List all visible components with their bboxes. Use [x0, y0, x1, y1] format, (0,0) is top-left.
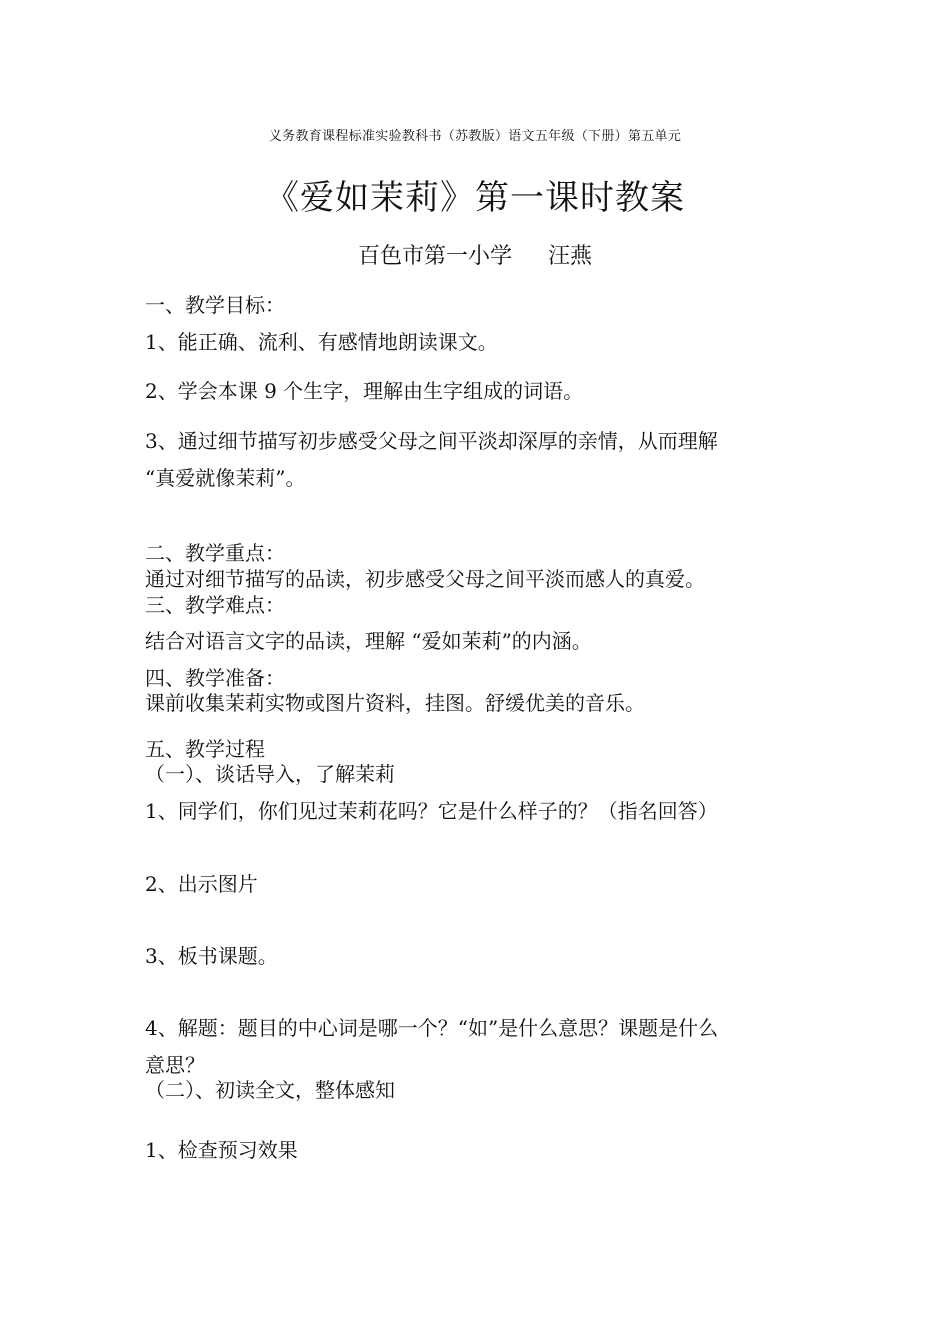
goal-item-3-continued: “真爱就像茉莉”。	[145, 466, 306, 490]
school-name: 百色市第一小学	[357, 244, 512, 269]
process-part1-item-1: 1、同学们，你们见过茉莉花吗？它是什么样子的？（指名回答）	[145, 799, 718, 823]
process-part2-item-1: 1、检查预习效果	[145, 1138, 298, 1162]
process-part2-heading: （二）、初读全文，整体感知	[145, 1078, 395, 1102]
key-points-text: 通过对细节描写的品读，初步感受父母之间平淡而感人的真爱。	[145, 567, 705, 591]
goals-heading: 一、教学目标：	[145, 293, 285, 317]
process-part1-item-4: 4、解题：题目的中心词是哪一个？“如”是什么意思？课题是什么	[145, 1016, 719, 1040]
process-heading: 五、教学过程	[145, 737, 265, 761]
preparation-heading: 四、教学准备：	[145, 666, 285, 690]
textbook-series-line: 义务教育课程标准实验教科书（苏教版）语文五年级（下册）第五单元	[268, 129, 682, 144]
process-part1-heading: （一）、谈话导入，了解茉莉	[145, 762, 395, 786]
process-part1-item-2: 2、出示图片	[145, 872, 258, 896]
goal-item-2: 2、学会本课 9 个生字，理解由生字组成的词语。	[145, 379, 584, 403]
process-part1-item-4-continued: 意思？	[145, 1053, 205, 1077]
goal-item-3: 3、通过细节描写初步感受父母之间平淡却深厚的亲情，从而理解	[145, 429, 718, 453]
preparation-text: 课前收集茉莉实物或图片资料，挂图。舒缓优美的音乐。	[145, 691, 645, 715]
page-title: 《爱如茉莉》第一课时教案	[265, 178, 685, 218]
difficulties-heading: 三、教学难点：	[145, 593, 285, 617]
difficulties-text: 结合对语言文字的品读，理解 “爱如茉莉”的内涵。	[145, 629, 592, 653]
process-part1-item-3: 3、板书课题。	[145, 944, 278, 968]
goal-item-1: 1、能正确、流利、有感情地朗读课文。	[145, 330, 498, 354]
author-name: 汪燕	[548, 244, 593, 269]
key-points-heading: 二、教学重点：	[145, 541, 285, 565]
author-line	[0, 243, 950, 271]
